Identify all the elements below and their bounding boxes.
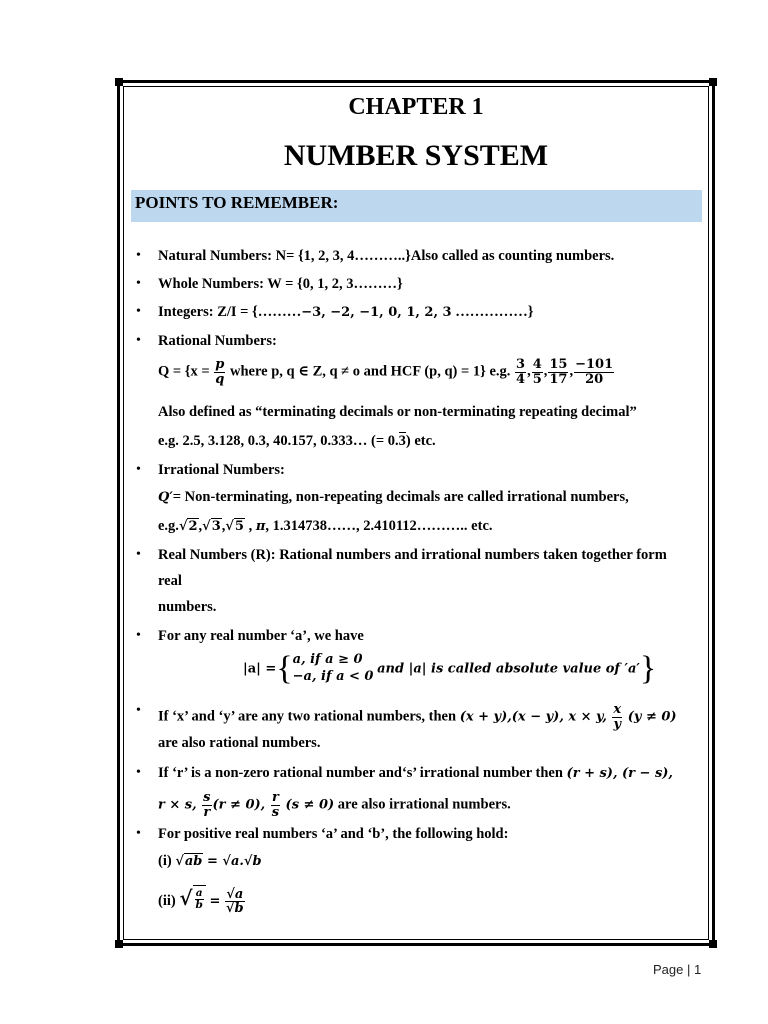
fraction-sqrt-a-over-sqrt-b: $\frac{√a}{√b}$ [226,886,244,917]
sqrt-ab: √ab [175,854,203,869]
example-fraction: $\frac{-101}{20}$ [575,357,614,387]
absolute-intro: For any real number ‘a’, we have [158,628,364,644]
abs-lhs: |a| = [243,661,277,677]
s-condition: (s ≠ 0) [281,797,335,813]
bullet: • [136,333,141,348]
xy-condition: (y ≠ 0) [623,709,677,725]
rule-i-math: = √a.√b [207,854,262,869]
border-corner [709,940,717,948]
r-times-s: r × s, [158,797,202,813]
example-fraction: $\frac{15}{17}$ [549,357,568,387]
abs-case-2: −a, if a < 0 [292,669,374,684]
xy-rational-line2: are also rational numbers. [158,735,321,751]
bullet: • [136,547,141,562]
real-numbers-line2: real [158,573,182,589]
natural-numbers-text: Natural Numbers: N= {1, 2, 3, 4………..}Also called as counting numbers. [158,248,615,264]
frac-num: x [613,702,622,717]
rational-definition [158,358,615,386]
rule-i-label: (i) [158,853,176,869]
chapter-label: CHAPTER 1 [348,94,484,120]
frac-den: y [613,716,622,732]
decimal-examples-end: ) etc. [405,433,436,449]
irrational-examples-rest: , 1.314738……, 2.410112……….. etc. [265,518,493,534]
frac-num: p [215,357,225,372]
example-fraction: $\frac{3}{4}$ [516,357,526,387]
sqrt-2: √2 [178,519,198,534]
bullet: • [136,304,141,319]
bullet: • [136,248,141,263]
irrational-symbol: Q′ [158,490,173,505]
positive-rule-ii: (ii) √ $\frac{a}{b}$ = $\frac{√a}{√b}$ [158,886,244,917]
decimal-examples: e.g. 2.5, 3.128, 0.3, 40.157, 0.333… (= 0. [158,433,399,449]
positive-rule-i [158,853,262,870]
section-heading-band [131,190,702,222]
irrational-def-text: = Non-terminating, non-repeating decimals are called irrational numbers, [172,489,629,505]
rational-heading: Rational Numbers: [158,333,277,349]
sqrt-3: √3 [202,519,221,534]
positive-reals-intro: For positive real numbers ‘a’ and ‘b’, the following hold: [158,826,509,842]
border-corner [709,78,717,86]
bullet: • [136,276,141,291]
sqrt-a-over-b: √ $\frac{a}{b}$ [179,886,206,911]
integers-math: −3, −2, −1, 0, 1, 2, 3 [301,305,452,320]
abs-rhs: and |a| is called absolute value of ′a′ [377,661,640,677]
frac-den: q [215,371,225,387]
real-numbers-line1: Real Numbers (R): Rational numbers and irrational numbers taken together form [158,547,667,563]
xy-text: If ‘x’ and ‘y’ are any two rational numbers, then [158,708,460,725]
border-corner [115,940,123,948]
integers-text [158,304,533,321]
xy-math: (x + y),(x − y), x × y, [459,709,612,725]
border-corner [115,78,123,86]
pi-symbol: π [255,519,266,534]
bullet: • [136,765,141,780]
page-number: Page | 1 [653,962,702,977]
rational-also-defined: Also defined as “terminating decimals or non-terminating repeating decimal” [158,404,637,420]
fraction-r-over-s: $\frac{r}{s}$ [271,790,280,820]
rational-def-start: Q = {x = [158,363,214,380]
r-condition: (r ≠ 0), [212,797,270,813]
xy-rational-line1 [158,703,677,731]
irrational-definition [158,489,629,506]
whole-numbers-text: Whole Numbers: W = {0, 1, 2, 3………} [158,276,403,292]
rule-ii-label: (ii) [158,893,180,909]
irrational-roots: √2,√3,√5 , [178,518,253,534]
right-brace: } [639,650,657,687]
bullet: • [136,628,141,643]
irrational-examples [158,518,493,535]
integers-prefix: Integers: Z/I = {……… [158,304,302,320]
sqrt-5: √5 [225,519,244,534]
repeating-digit: 3 [398,433,406,449]
chapter-title: NUMBER SYSTEM [283,139,549,172]
rs-text: If ‘r’ is a non-zero rational number and‘s’ irrational number then [158,765,567,781]
real-numbers-line3: numbers. [158,599,217,615]
rational-examples: $\frac{3}{4}$ , $\frac{4}{5}$ , $\frac{15}{17}$ , $\frac{-101}{20}$ [516,357,614,387]
section-heading: POINTS TO REMEMBER: [135,193,339,212]
rs-math: (r + s), (r − s), [566,766,673,781]
integers-suffix: ……………} [451,304,534,320]
abs-case-1: a, if a ≥ 0 [292,652,363,668]
bullet: • [136,826,141,841]
fraction-x-over-y [612,703,622,731]
absolute-value-formula [243,652,656,686]
rs-end: are also irrational numbers. [334,796,511,813]
irrational-heading: Irrational Numbers: [158,462,285,478]
rs-line1 [158,765,673,782]
fraction-p-over-q [214,358,225,386]
example-fraction: $\frac{4}{5}$ [532,357,542,387]
bullet: • [136,703,141,718]
rational-def-end: where p, q ∈ Z, q ≠ o and HCF (p, q) = 1} e.g. [226,363,515,380]
rs-line2 [158,791,511,819]
bullet: • [136,462,141,477]
abs-cases [293,652,374,686]
left-brace: { [276,650,293,687]
eg-label: e.g. [158,518,179,534]
rational-examples-decimal [158,433,436,450]
fraction-s-over-r: $\frac{s}{r}$ [203,790,211,820]
